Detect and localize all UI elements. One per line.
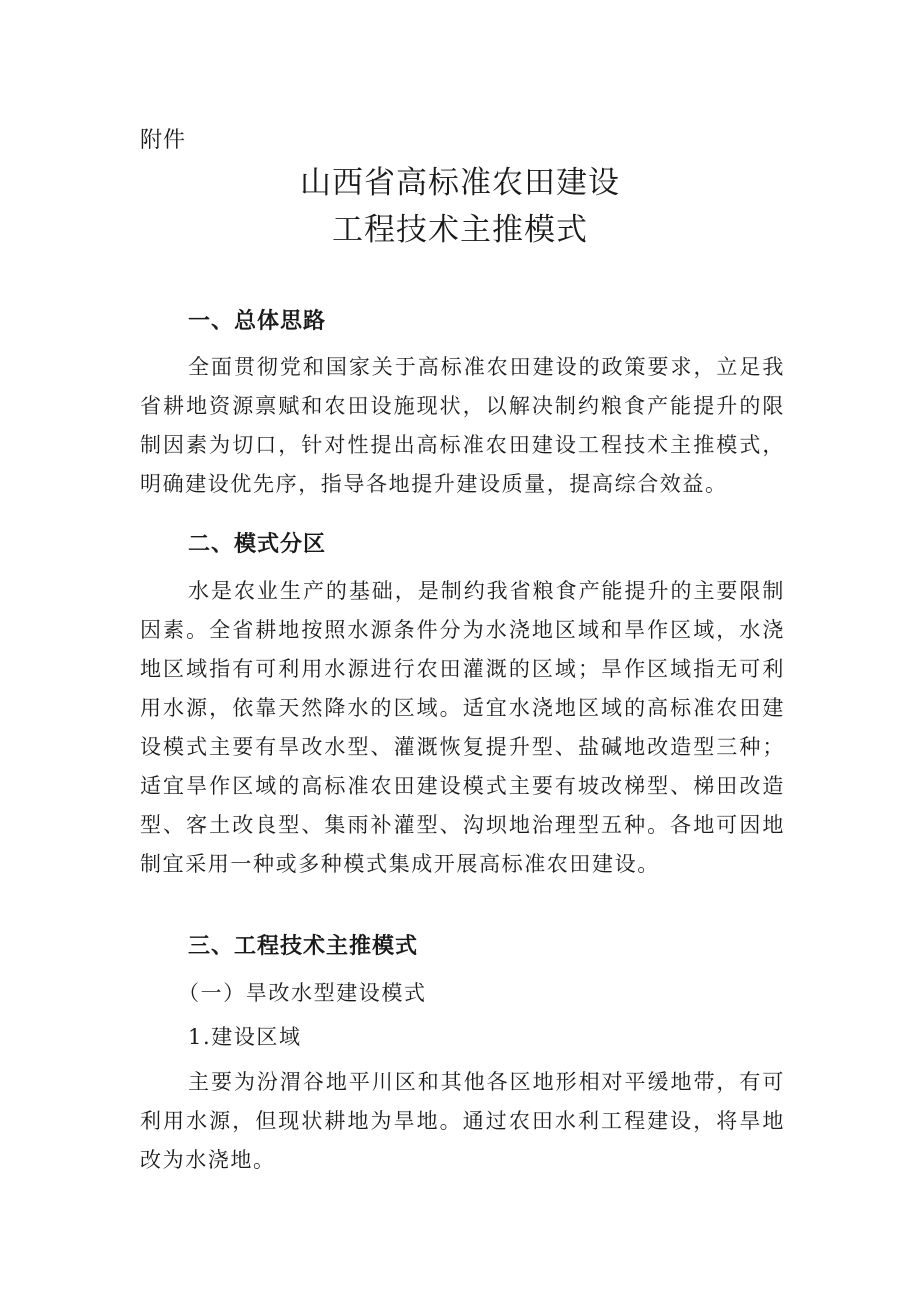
paragraph-line: 利用水源，但现状耕地为旱地。通过农田水利工程建设，将旱地 <box>140 1109 785 1133</box>
subsection-heading-dry-to-irrigated: （一）旱改水型建设模式 <box>178 981 427 1005</box>
paragraph-line: 设模式主要有旱改水型、灌溉恢复提升型、盐碱地改造型三种； <box>140 735 785 759</box>
paragraph-line: 地区域指有可利用水源进行农田灌溉的区域；旱作区域指无可利 <box>140 657 785 681</box>
paragraph-line: 改为水浇地。 <box>140 1148 276 1172</box>
section-heading-main-modes: 三、工程技术主推模式 <box>188 934 419 959</box>
document-title-line-1: 山西省高标准农田建设 <box>300 165 620 201</box>
paragraph-line: 适宜旱作区域的高标准农田建设模式主要有坡改梯型、梯田改造 <box>140 774 785 798</box>
subsection-heading-construction-area: 1.建设区域 <box>188 1025 302 1049</box>
paragraph-line: 明确建设优先序，指导各地提升建设质量，提高综合效益。 <box>140 472 728 496</box>
paragraph-line: 全面贯彻党和国家关于高标准农田建设的政策要求，立足我 <box>188 355 785 379</box>
paragraph-line: 用水源，依靠天然降水的区域。适宜水浇地区域的高标准农田建 <box>140 696 785 720</box>
paragraph-line: 制因素为切口，针对性提出高标准农田建设工程技术主推模式， <box>140 433 785 457</box>
paragraph-line: 型、客土改良型、集雨补灌型、沟坝地治理型五种。各地可因地 <box>140 813 785 837</box>
section-heading-overall-approach: 一、总体思路 <box>188 309 327 334</box>
paragraph-line: 省耕地资源禀赋和农田设施现状，以解决制约粮食产能提升的限 <box>140 394 785 418</box>
paragraph-construction-area <box>140 1063 785 1180</box>
paragraph-line: 水是农业生产的基础，是制约我省粮食产能提升的主要限制 <box>188 579 785 603</box>
paragraph-line: 主要为汾渭谷地平川区和其他各区地形相对平缓地带，有可 <box>188 1070 785 1094</box>
document-title-line-2: 工程技术主推模式 <box>332 212 588 248</box>
paragraph-line: 因素。全省耕地按照水源条件分为水浇地区域和旱作区域，水浇 <box>140 618 785 642</box>
section-heading-mode-zoning: 二、模式分区 <box>188 532 327 557</box>
paragraph-line: 制宜采用一种或多种模式集成开展高标准农田建设。 <box>140 852 660 876</box>
paragraph-mode-zoning <box>140 572 785 884</box>
attachment-label: 附件 <box>140 128 187 153</box>
paragraph-overall-approach <box>140 348 785 504</box>
